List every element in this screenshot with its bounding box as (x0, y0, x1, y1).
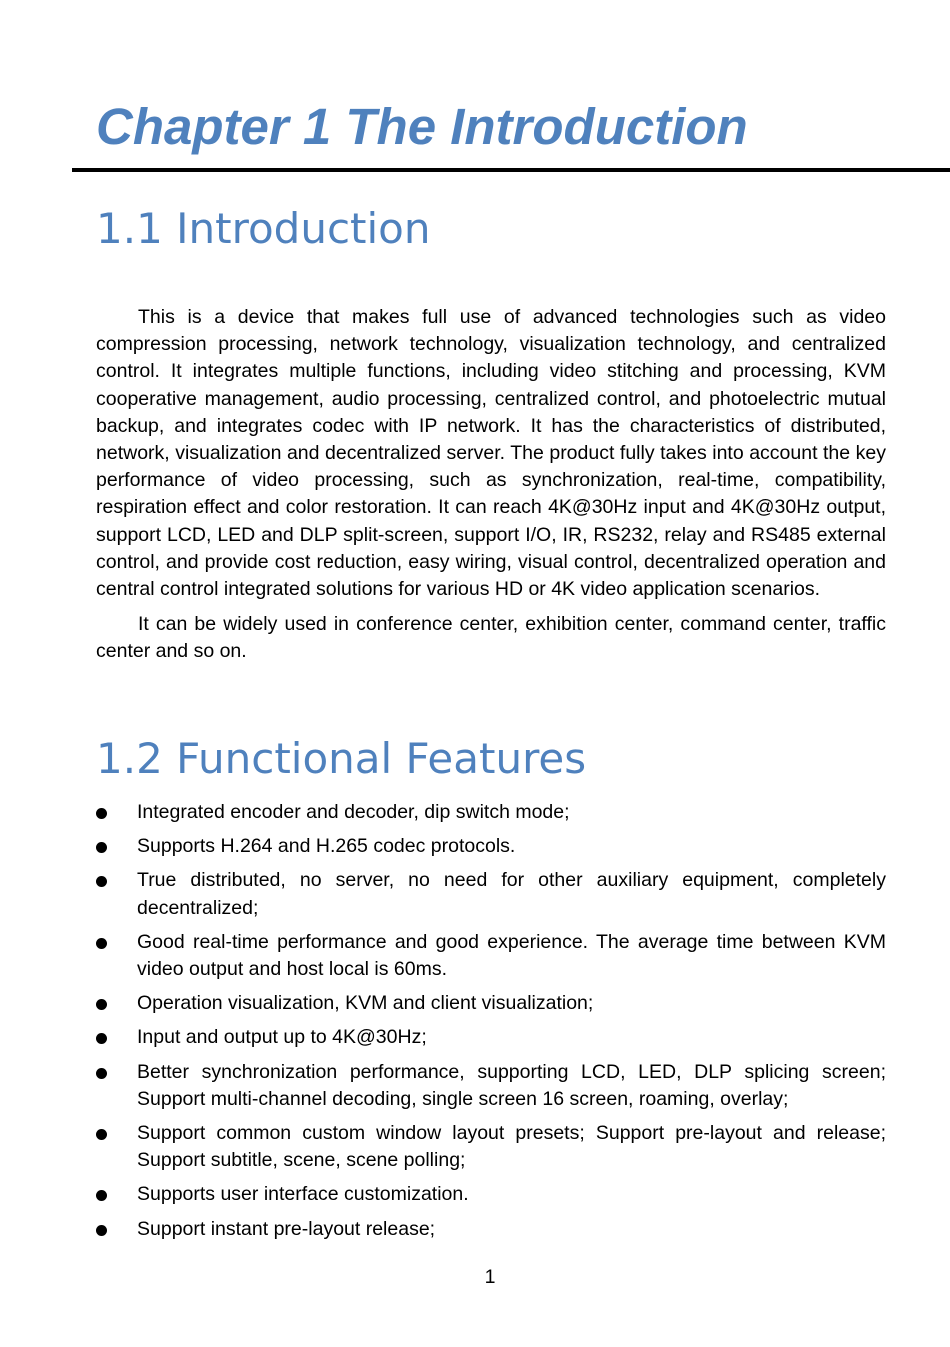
feature-list-item (96, 833, 886, 860)
feature-text: Integrated encoder and decoder, dip switch mode; (137, 801, 570, 823)
feature-text: Good real-time performance and good experience. The average time between KVM video output and host local is 60ms. (137, 930, 886, 981)
bullet-icon (96, 808, 107, 819)
feature-text: Input and output up to 4K@30Hz; (137, 1026, 427, 1049)
chapter-title: Chapter 1 The Introduction (96, 98, 748, 155)
bullet-icon (96, 1225, 107, 1236)
feature-list-item (96, 990, 886, 1017)
feature-text: True distributed, no server, no need for other auxiliary equipment, completely decentralized; (137, 869, 886, 919)
feature-list-item (96, 867, 886, 921)
introduction-paragraph: This is a device that makes full use of advanced technologies such as video compression processing, network technology, visualization technology, and centralized control. It integrates multiple functions, including video stitching and processing, KVM cooperative management, audio processing, centralized control, and photoelectric mutual backup, and integrates codec with IP network. It has the characteristics of distributed, network, visualization and decentralized server. The product fully takes into account the key performance of video processing, such as synchronization, real-time, compatibility, respiration effect and color restoration. It can reach 4K@30Hz input and 4K@30Hz output, support LCD, LED and DLP split-screen, support I/O, IR, RS232, relay and RS485 external control, and provide cost reduction, easy wiring, visual control, decentralized operation and central control integrated solutions for various HD or 4K video application scenarios. (96, 306, 886, 601)
introduction-paragraph: It can be widely used in conference center, exhibition center, command center, traffic center and so on. (96, 613, 886, 663)
bullet-icon (96, 842, 107, 853)
chapter-divider (72, 168, 950, 172)
feature-list (96, 799, 886, 1250)
bullet-icon (96, 1129, 107, 1140)
bullet-icon (96, 938, 107, 949)
bullet-icon (96, 1068, 107, 1079)
feature-list-item (96, 1181, 886, 1208)
feature-list-item (96, 799, 886, 826)
feature-list-item (96, 929, 886, 983)
feature-list-item (96, 1024, 886, 1051)
feature-text: Support common custom window layout presets; Support pre-layout and release; Support subtitle, scene, scene polling; (137, 1122, 886, 1172)
feature-text: Better synchronization performance, supporting LCD, LED, DLP splicing screen; Support multi-channel decoding, single screen 16 screen, roaming, overlay; (137, 1060, 886, 1110)
section-heading-functional-features: 1.2 Functional Features (96, 734, 587, 783)
feature-list-item (96, 1120, 886, 1174)
bullet-icon (96, 876, 107, 887)
section-heading-introduction: 1.1 Introduction (96, 204, 431, 253)
feature-text: Supports H.264 and H.265 codec protocols. (137, 835, 516, 858)
introduction-body (96, 304, 886, 674)
feature-text: Support instant pre-layout release; (137, 1217, 436, 1240)
feature-text: Operation visualization, KVM and client visualization; (137, 992, 594, 1015)
bullet-icon (96, 1190, 107, 1201)
feature-list-item (96, 1216, 886, 1243)
page-number: 1 (484, 1266, 496, 1288)
bullet-icon (96, 999, 107, 1010)
feature-list-item (96, 1059, 886, 1113)
feature-text: Supports user interface customization. (137, 1183, 469, 1206)
bullet-icon (96, 1033, 107, 1044)
